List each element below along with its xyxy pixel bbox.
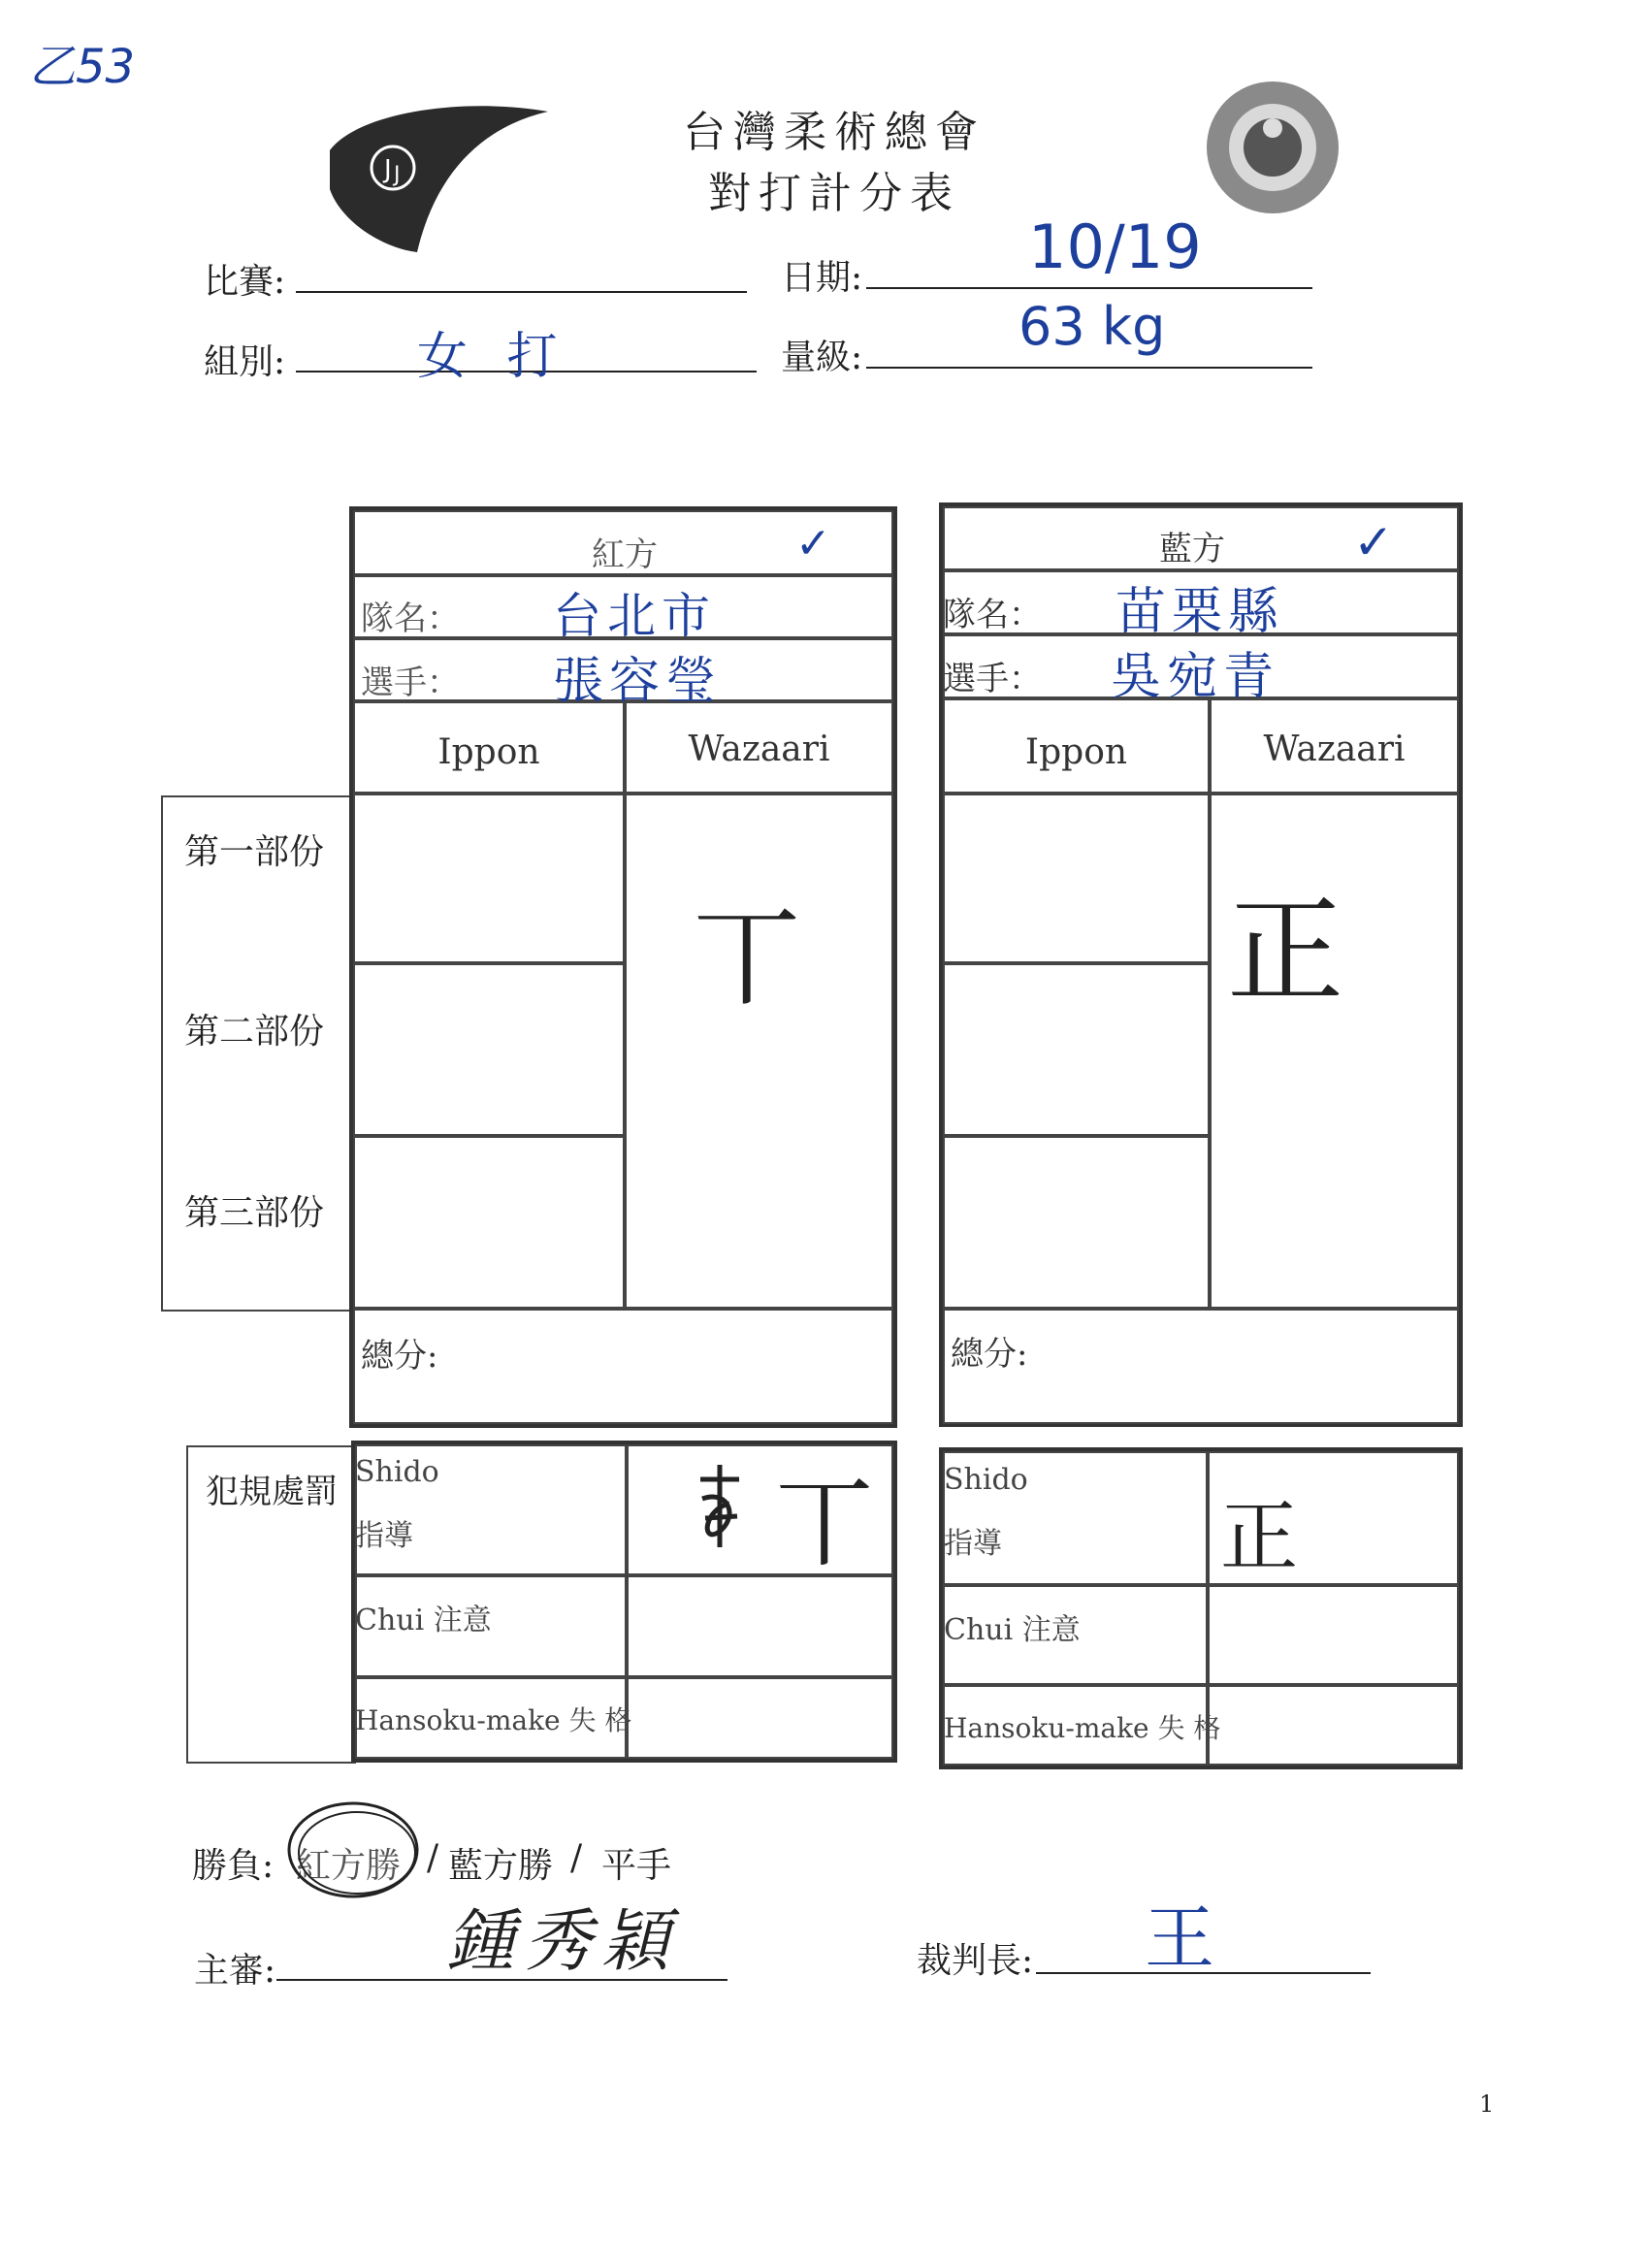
blue-player-value: 吳宛青: [1111, 648, 1280, 706]
blue-hansoku-value-cell[interactable]: [1208, 1685, 1459, 1766]
red-side-label: 紅方: [592, 535, 658, 574]
blue-shido-zh-label: 指導: [944, 1527, 1002, 1561]
date-line[interactable]: [866, 287, 1312, 289]
tjjf-logo-icon: [1203, 78, 1343, 218]
red-team-label: 隊名：: [361, 599, 460, 638]
blue-ippon-part3[interactable]: [943, 1136, 1210, 1309]
red-ippon-part3[interactable]: [353, 1136, 625, 1309]
page-number: 1: [1479, 2090, 1495, 2118]
form-title: 台灣柔術總會: [683, 108, 986, 157]
weight-label: 量級:: [781, 338, 863, 377]
section-2-label: 第二部份: [184, 1012, 325, 1052]
blue-player-label: 選手：: [943, 660, 1042, 698]
blue-team-label: 隊名：: [943, 596, 1042, 634]
tjjf-logo: [1203, 78, 1343, 218]
corner-note: 乙53: [29, 40, 136, 94]
match-line[interactable]: [296, 291, 747, 293]
red-check: ✓: [795, 519, 831, 568]
red-ippon-part1[interactable]: [353, 794, 625, 963]
blue-ippon-label: Ippon: [1024, 732, 1128, 772]
date-label: 日期:: [781, 258, 863, 298]
referee-signature: 鍾秀穎: [446, 1901, 679, 1981]
ijjf-logo: [320, 92, 553, 262]
result-red-win[interactable]: 紅方勝: [296, 1846, 402, 1886]
svg-text:J: J: [394, 163, 401, 187]
blue-chui-value-cell[interactable]: [1208, 1585, 1459, 1685]
blue-ippon-part1[interactable]: [943, 794, 1210, 963]
blue-hansoku-label: Hansoku-make 失 格: [944, 1712, 1221, 1744]
red-ippon-part2[interactable]: [353, 963, 625, 1136]
red-ippon-label: Ippon: [437, 732, 540, 772]
ijjf-logo-icon: [320, 92, 553, 262]
chief-referee-label: 裁判長:: [917, 1941, 1034, 1981]
group-label: 組別:: [204, 342, 286, 382]
red-shido-label: Shido: [355, 1455, 439, 1489]
red-hansoku-value-cell[interactable]: [627, 1677, 893, 1759]
date-value: 10/19: [1028, 211, 1202, 282]
chief-referee-signature: 王: [1145, 1897, 1215, 1979]
red-wazaari-label: Wazaari: [688, 729, 830, 769]
blue-ippon-part2[interactable]: [943, 963, 1210, 1136]
blue-chui-label: Chui 注意: [944, 1613, 1081, 1647]
referee-label: 主審:: [194, 1951, 276, 1991]
red-chui-value-cell[interactable]: [627, 1575, 893, 1677]
blue-shido-tally: 正: [1220, 1492, 1298, 1582]
red-shido-tally: 丅: [776, 1467, 873, 1580]
red-player-value: 張容瑩: [553, 653, 723, 711]
red-chui-label: Chui 注意: [355, 1604, 492, 1637]
penalty-label: 犯規處罰: [206, 1473, 338, 1511]
match-label: 比賽:: [204, 262, 286, 302]
group-value: 女 打: [417, 328, 569, 386]
section-1-label: 第一部份: [184, 832, 325, 872]
blue-total-label: 總分:: [951, 1335, 1028, 1374]
blue-side-label: 藍方: [1159, 530, 1225, 568]
red-shido-scribble-icon: [691, 1460, 749, 1552]
red-wazaari-tally: 丅: [694, 896, 800, 1021]
result-draw[interactable]: 平手: [601, 1846, 672, 1886]
weight-line[interactable]: [866, 367, 1312, 369]
blue-check: ✓: [1353, 514, 1394, 570]
blue-shido-label: Shido: [944, 1463, 1028, 1497]
blue-wazaari-label: Wazaari: [1263, 729, 1406, 769]
svg-text:J: J: [384, 155, 392, 184]
section-3-label: 第三部份: [184, 1193, 325, 1233]
blue-team-value: 苗栗縣: [1116, 583, 1285, 641]
result-blue-win[interactable]: 藍方勝: [448, 1846, 554, 1886]
red-shido-zh-label: 指導: [355, 1519, 413, 1553]
result-label: 勝負:: [192, 1846, 275, 1886]
red-wazaari-cell[interactable]: [625, 794, 893, 1309]
red-hansoku-label: Hansoku-make 失 格: [355, 1704, 632, 1736]
result-sep-2: /: [570, 1838, 583, 1878]
red-total-label: 總分:: [361, 1337, 438, 1376]
blue-wazaari-tally: 正: [1227, 885, 1343, 1020]
red-team-value: 台北市: [553, 588, 716, 644]
result-red-win-circle-icon: [283, 1797, 429, 1913]
weight-value: 63 kg: [1018, 296, 1166, 357]
red-player-label: 選手：: [361, 664, 460, 702]
result-sep-1: /: [427, 1838, 439, 1878]
form-subtitle: 對打計分表: [708, 169, 960, 218]
